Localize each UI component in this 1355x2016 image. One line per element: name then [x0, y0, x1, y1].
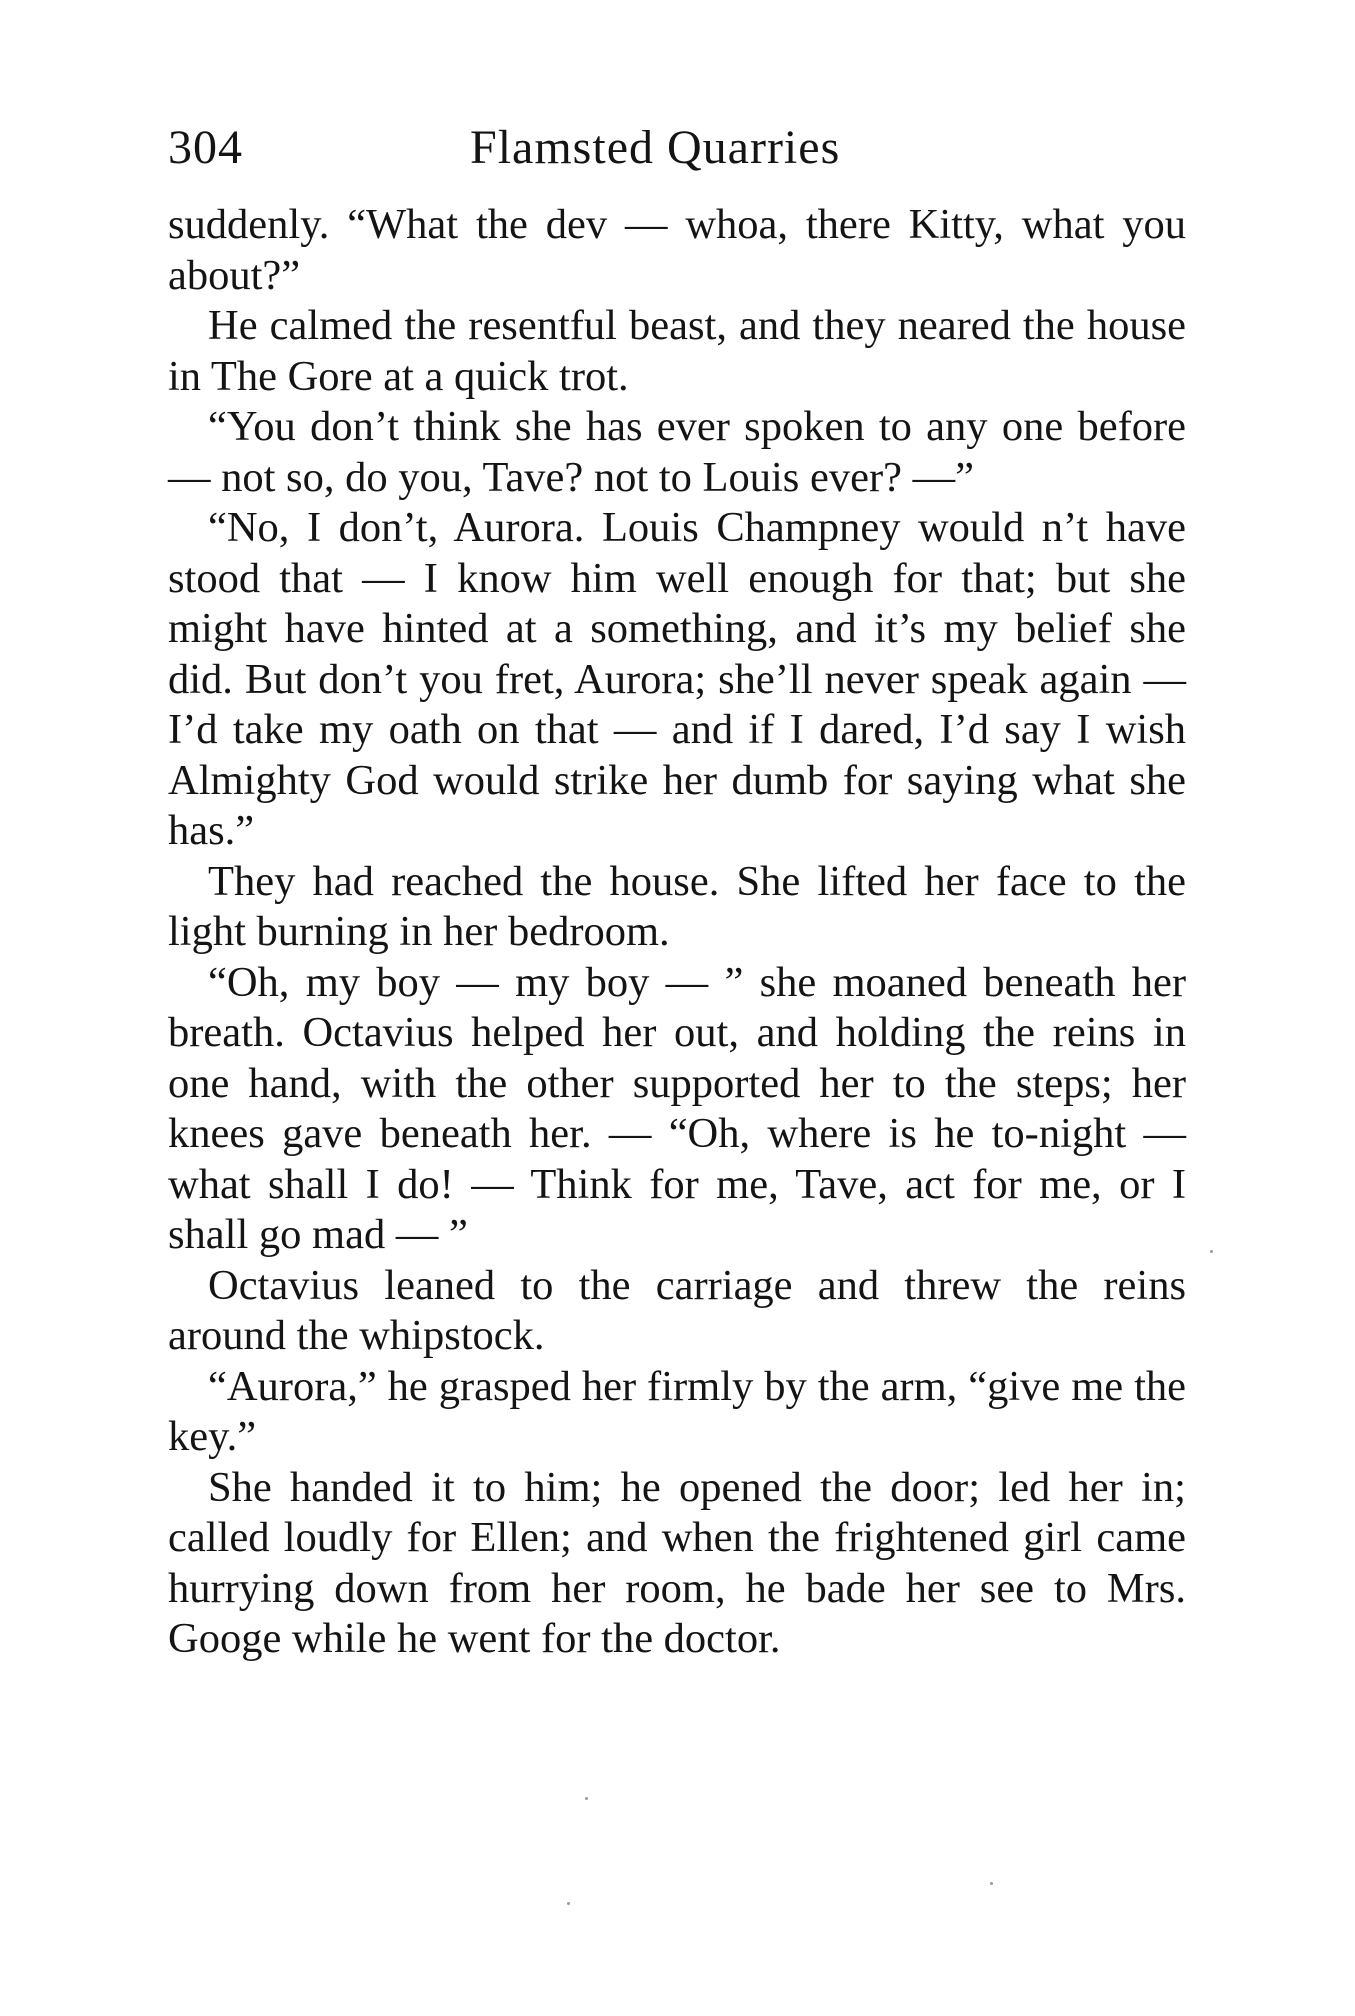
paragraph: He calmed the resentful beast, and they neared the house in The Gore at a quick trot.: [168, 302, 1186, 400]
paragraph: suddenly. “What the dev — whoa, there Kitty, what you about?”: [168, 201, 1186, 299]
paragraph: “Oh, my boy — my boy — ” she moaned beneath her breath. Octavius helped her out, and holding the reins in one hand, with the other supported her to the steps; her knees gave beneath her. — “Oh, where is he to-night — what shall I do! — Think for me, Tave, act for me, or I shall go mad — ”: [168, 958, 1186, 1258]
page-header: [168, 118, 1168, 188]
paragraph: They had reached the house. She lifted her face to the light burning in her bedroom.: [168, 857, 1186, 955]
paragraph: “Aurora,” he grasped her firmly by the arm, “give me the key.”: [168, 1362, 1186, 1460]
paragraph: “You don’t think she has ever spoken to any one before — not so, do you, Tave? not to Louis ever? —”: [168, 403, 1186, 501]
paragraph: She handed it to him; he opened the door; led her in; called loudly for Ellen; and when the frightened girl came hurrying down from her room, he bade her see to Mrs. Googe while he went for the doctor.: [168, 1463, 1186, 1662]
speck: [990, 1882, 993, 1885]
speck: [1210, 1250, 1213, 1253]
running-title: Flamsted Quarries: [470, 121, 841, 174]
speck: [585, 1797, 588, 1800]
page-number: 304: [168, 121, 243, 174]
paragraph: “No, I don’t, Aurora. Louis Champney would n’t have stood that — I know him well enough for that; but she might have hinted at a something, and it’s my belief she did. But don’t you fret, Aurora; she’ll never speak again — I’d take my oath on that — and if I dared, I’d say I wish Almighty God would strike her dumb for saying what she has.”: [168, 504, 1186, 854]
body-text: [168, 200, 1186, 1665]
speck: [567, 1902, 570, 1905]
paragraph: Octavius leaned to the carriage and threw the reins around the whipstock.: [168, 1261, 1186, 1359]
